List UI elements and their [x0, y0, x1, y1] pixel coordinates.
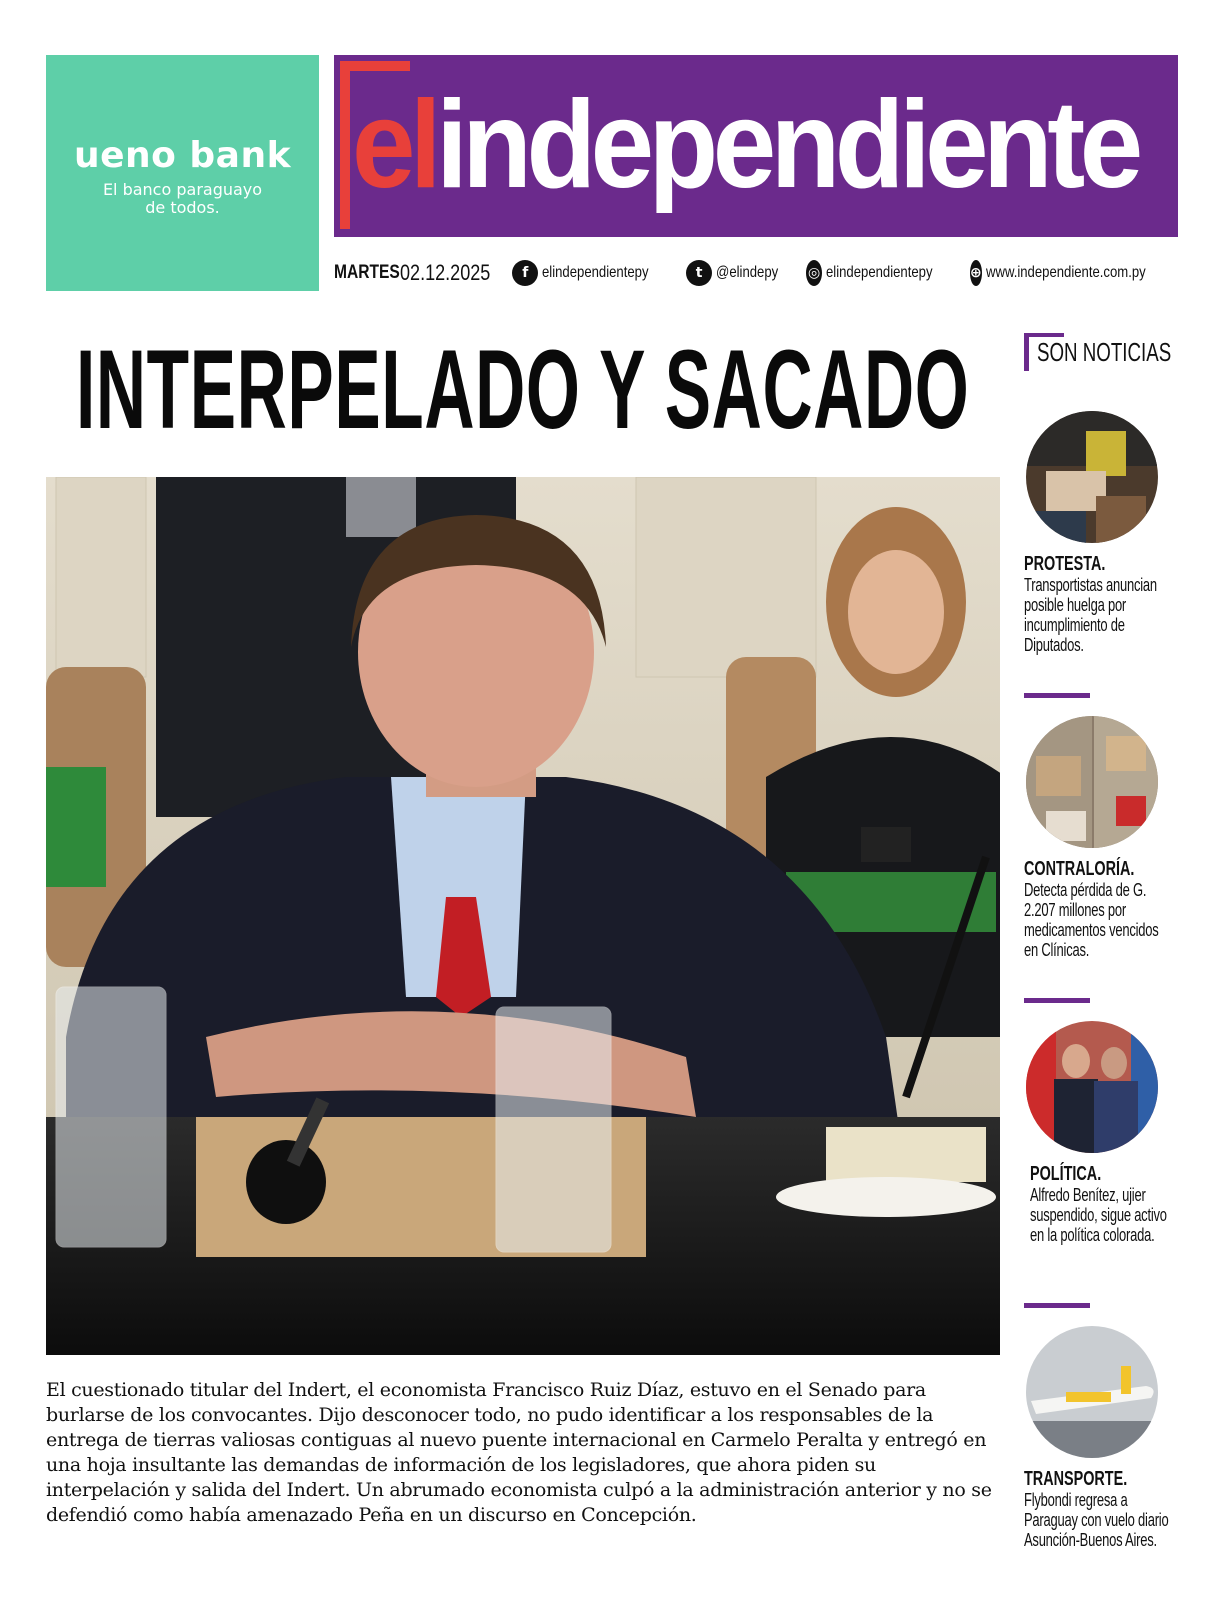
sidebar-divider: [1024, 693, 1090, 698]
sidebar-summary: Flybondi regresa a Paraguay con vuelo diario Asunción-Buenos Aires.: [1024, 1490, 1169, 1550]
airplane-thumbnail-image: [1026, 1326, 1158, 1458]
social-twitter[interactable]: [686, 260, 792, 286]
sidebar-kicker: TRANSPORTE.: [1024, 1468, 1128, 1490]
issue-date: 02.12.2025: [400, 260, 491, 285]
globe-icon: ⊕: [970, 260, 982, 286]
twitter-handle: @elindepy: [716, 264, 779, 281]
sidebar-summary: Alfredo Benítez, ujier suspendido, sigue activo en la política colorada.: [1030, 1185, 1167, 1245]
warehouse-thumbnail: [1026, 716, 1158, 848]
sidebar-divider: [1024, 998, 1090, 1003]
twitter-icon: t: [686, 260, 712, 286]
facebook-handle: elindependientepy: [542, 264, 649, 281]
instagram-icon: ◎: [806, 260, 822, 286]
social-instagram[interactable]: [806, 260, 956, 286]
dateline: [334, 258, 1184, 288]
social-website[interactable]: [970, 260, 1170, 286]
politicians-thumbnail: [1026, 1021, 1158, 1153]
sidebar-heading: [1024, 333, 1223, 371]
masthead-title-independiente: independiente: [436, 76, 1138, 214]
sidebar-item-protesta[interactable]: [1024, 411, 1194, 655]
social-facebook[interactable]: [512, 260, 672, 286]
politicians-thumbnail-image: [1026, 1021, 1158, 1153]
ueno-bank-advert[interactable]: [46, 55, 319, 291]
main-photo-illustration: [46, 477, 1000, 1355]
masthead-title-el: el: [352, 76, 437, 214]
sidebar-item-politica[interactable]: [1024, 1021, 1194, 1245]
facebook-icon: f: [512, 260, 538, 286]
sidebar-divider: [1024, 1303, 1090, 1308]
instagram-handle: elindependientepy: [826, 264, 933, 281]
main-headline[interactable]: INTERPELADO Y SACADO: [76, 327, 970, 452]
main-photo[interactable]: [46, 477, 1000, 1355]
ueno-bank-tagline: El banco paraguayo de todos.: [102, 180, 263, 217]
protest-thumbnail-image: [1026, 411, 1158, 543]
ueno-bank-logo: ueno bank: [73, 135, 292, 176]
main-body-text: El cuestionado titular del Indert, el economista Francisco Ruiz Díaz, estuvo en el Senado para burlarse de los convocantes. Dijo desconocer todo, no pudo identificar a los responsables de la entrega de tierras valiosas contiguas al nuevo puente internacional en Carmelo Peralta y entregó en una hoja insultante las demandas de información de los legisladores, que ahora piden su interpelación y salida del Indert. Un abrumado economista culpó a la administración anterior y no se defendió como había amenazado Peña en un discurso en Concepción.: [46, 1379, 992, 1526]
sidebar-kicker: CONTRALORÍA.: [1024, 858, 1135, 880]
protest-thumbnail: [1026, 411, 1158, 543]
sidebar-summary: Detecta pérdida de G. 2.207 millones por medicamentos vencidos en Clínicas.: [1024, 880, 1159, 960]
website-url: www.independiente.com.py: [985, 264, 1146, 281]
sidebar-item-contraloria[interactable]: [1024, 716, 1194, 960]
sidebar-kicker: POLÍTICA.: [1030, 1163, 1102, 1185]
warehouse-thumbnail-image: [1026, 716, 1158, 848]
weekday: MARTES: [334, 262, 400, 283]
sidebar-kicker: PROTESTA.: [1024, 553, 1106, 575]
sidebar-summary: Transportistas anuncian posible huelga por incumplimiento de Diputados.: [1024, 575, 1157, 655]
masthead-title: [352, 65, 1138, 225]
sidebar-heading-label: SON NOTICIAS: [1037, 337, 1172, 367]
airplane-thumbnail: [1026, 1326, 1158, 1458]
masthead[interactable]: [334, 55, 1178, 237]
sidebar-item-transporte[interactable]: [1024, 1326, 1194, 1550]
